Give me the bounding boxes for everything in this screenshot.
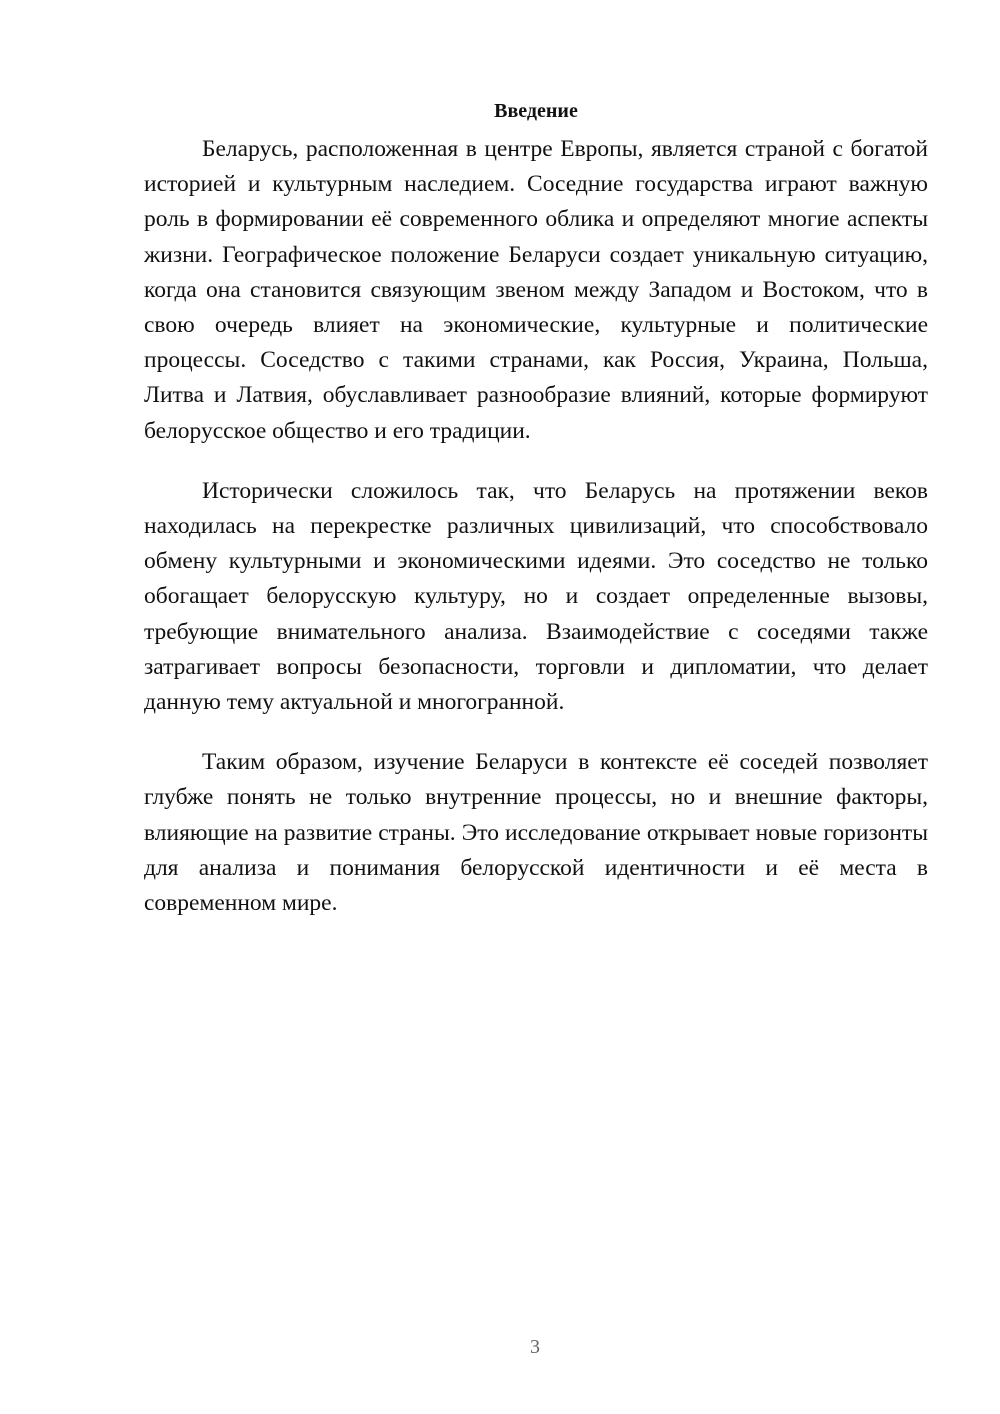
page-number: 3 — [530, 1336, 540, 1358]
paragraph-3: Таким образом, изучение Беларуси в контексте её соседей позволяет глубже понять не только внутренние процессы, но и внешние факторы, влияющие на развитие страны. Это исследование открывает новые горизонты для анализа и понимания белорусской идентичности и её места в современном мире. — [144, 749, 928, 917]
paragraph-1: Беларусь, расположенная в центре Европы, является страной с богатой историей и культурным наследием. Соседние государства играют важную роль в формировании её современного облика и определяют многие аспекты жизни. Географическое положение Беларуси создает уникальную ситуацию, когда она становится связующим звеном между Западом и Востоком, что в свою очередь влияет на экономические, культурные и политические процессы. Соседство с такими странами, как Россия, Украина, Польша, Литва и Латвия, обуславливает разнообразие влияний, которые формируют белорусское общество и его традиции. — [144, 136, 928, 444]
paragraph-2: Исторически сложилось так, что Беларусь на протяжении веков находилась на перекрестке различных цивилизаций, что способствовало обмену культурными и экономическими идеями. Это соседство не только обогащает белорусскую культуру, но и создает определенные вызовы, требующие внимательного анализа. Взаимодействие с соседями также затрагивает вопросы безопасности, торговли и дипломатии, что делает данную тему актуальной и многогранной. — [144, 477, 928, 716]
section-heading: Введение — [494, 100, 578, 122]
page-content — [144, 96, 928, 946]
